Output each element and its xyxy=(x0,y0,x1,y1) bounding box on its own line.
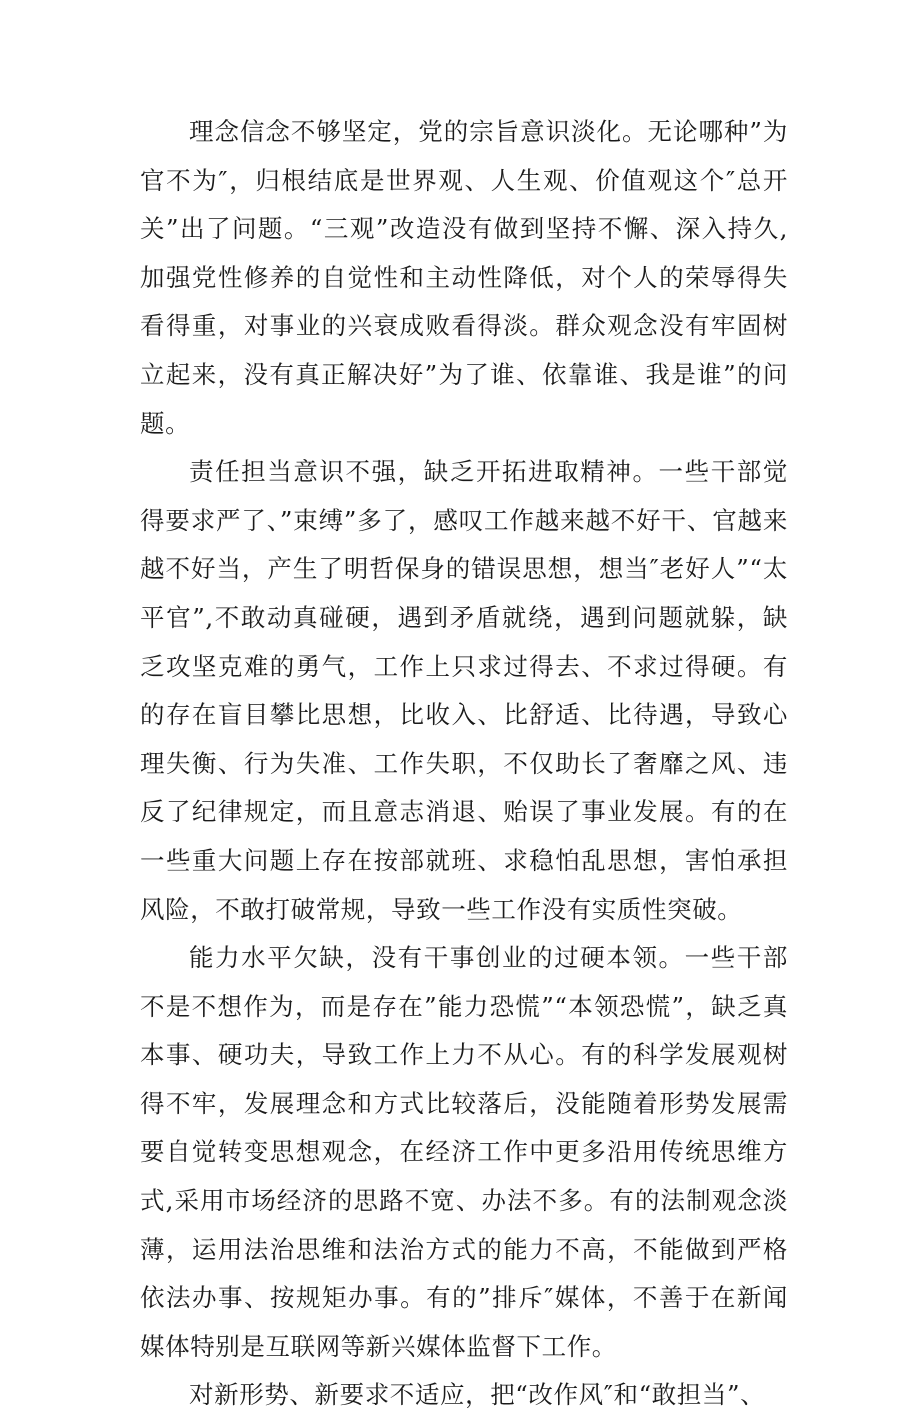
paragraph-responsibility: 责任担当意识不强，缺乏开拓进取精神。一些干部觉得要求严了、”束缚”多了，感叹工作越来越不好干、官越来越不好当，产生了明哲保身的错误思想，想当″老好人”“太平官”,不敢动真碰硬，遇到矛盾就绕，遇到问题就躲，缺乏攻坚克难的勇气，工作上只求过得去、不求过得硬。有的存在盲目攀比思想，比收入、比舒适、比待遇，导致心理失衡、行为失准、工作失职，不仅助长了奢靡之风、违反了纪律规定，而且意志消退、贻误了事业发展。有的在一些重大问题上存在按部就班、求稳怕乱思想，害怕承担风险，不敢打破常规，导致一些工作没有实质性突破。 xyxy=(140,457,788,924)
paragraph-ideals-beliefs: 理念信念不够坚定，党的宗旨意识淡化。无论哪种”为官不为″，归根结底是世界观、人生观、价值观这个″总开关”出了问题。“三观”改造没有做到坚持不懈、深入持久,加强党性修养的自觉性和主动性降低，对个人的荣辱得失看得重，对事业的兴衰成败看得淡。群众观念没有牢固树立起来，没有真正解决好”为了谁、依靠谁、我是谁”的问题。 xyxy=(140,117,788,438)
document-body xyxy=(140,108,788,1420)
paragraph-new-situation: 对新形势、新要求不适应，把“改作风″和“敢担当”、 xyxy=(189,1380,766,1410)
paragraph-ability: 能力水平欠缺，没有干事创业的过硬本领。一些干部不是不想作为，而是存在”能力恐慌”“本领恐慌”，缺乏真本事、硬功夫，导致工作上力不从心。有的科学发展观树得不牢，发展理念和方式比较落后，没能随着形势发展需要自觉转变思想观念，在经济工作中更多沿用传统思维方式,采用市场经济的思路不宽、办法不多。有的法制观念淡薄，运用法治思维和法治方式的能力不高，不能做到严格依法办事、按规矩办事。有的”排斥″媒体，不善于在新闻媒体特别是互联网等新兴媒体监督下工作。 xyxy=(140,943,788,1361)
